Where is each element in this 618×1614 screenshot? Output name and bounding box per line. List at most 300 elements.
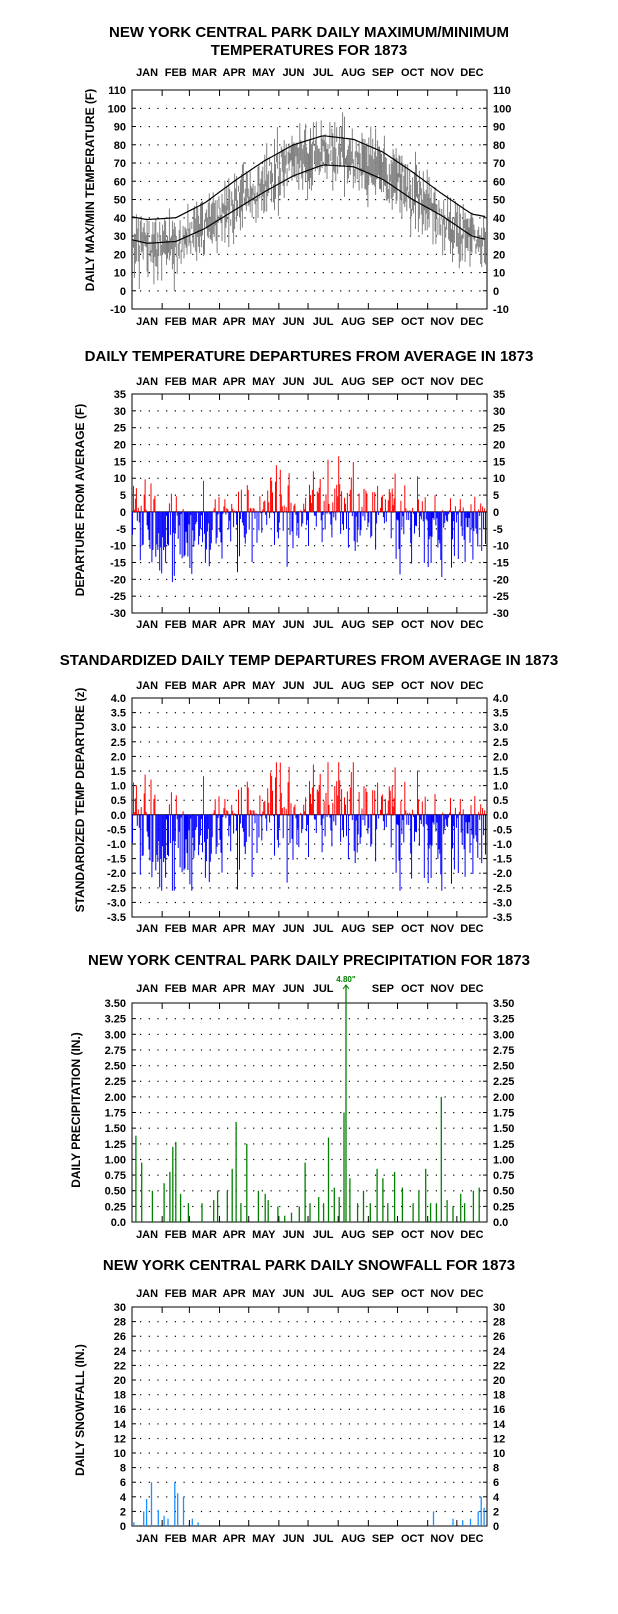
grid-dot (427, 756, 428, 757)
grid-dot (462, 1018, 463, 1019)
grid-dot (192, 579, 193, 580)
grid-dot (358, 1096, 359, 1097)
grid-dot (471, 1453, 472, 1454)
grid-dot (201, 272, 202, 273)
grid-dot (297, 873, 298, 874)
grid-dot (157, 1423, 158, 1424)
grid-dot (175, 887, 176, 888)
grid-dot (314, 1159, 315, 1160)
grid-dot (401, 1423, 402, 1424)
grid-dot (375, 217, 376, 218)
grid-dot (384, 727, 385, 728)
grid-dot (349, 579, 350, 580)
grid-dot (166, 1511, 167, 1512)
grid-dot (210, 126, 211, 127)
grid-dot (140, 1049, 141, 1050)
grid-dot (236, 741, 237, 742)
grid-dot (471, 741, 472, 742)
grid-dot (436, 1496, 437, 1497)
grid-dot (323, 1143, 324, 1144)
grid-dot (445, 1065, 446, 1066)
grid-dot (253, 1511, 254, 1512)
grid-dot (140, 1380, 141, 1381)
grid-dot (149, 236, 150, 237)
grid-dot (410, 254, 411, 255)
grid-dot (279, 1128, 280, 1129)
grid-dot (479, 528, 480, 529)
grid-dot (445, 1128, 446, 1129)
grid-dot (201, 1467, 202, 1468)
grid-dot (288, 1423, 289, 1424)
grid-dot (331, 545, 332, 546)
grid-dot (418, 741, 419, 742)
grid-dot (192, 427, 193, 428)
grid-dot (157, 562, 158, 563)
grid-dot (175, 771, 176, 772)
grid-dot (384, 887, 385, 888)
chart-precip (69, 952, 530, 1241)
grid-dot (323, 1112, 324, 1113)
month-label-bottom: JAN (136, 316, 159, 328)
grid-dot (140, 1206, 141, 1207)
grid-dot (157, 1081, 158, 1082)
grid-dot (427, 785, 428, 786)
grid-dot (227, 478, 228, 479)
y-tick-label-left: 1.75 (104, 1107, 126, 1120)
grid-dot (479, 410, 480, 411)
grid-dot (244, 126, 245, 127)
grid-dot (340, 1380, 341, 1381)
grid-dot (149, 902, 150, 903)
grid-dot (201, 579, 202, 580)
grid-dot (201, 1143, 202, 1144)
grid-dot (192, 1175, 193, 1176)
grid-dot (218, 1482, 219, 1483)
grid-dot (305, 1321, 306, 1322)
grid-dot (288, 108, 289, 109)
grid-dot (410, 712, 411, 713)
grid-dot (305, 1365, 306, 1366)
month-label-bottom: AUG (341, 1533, 366, 1545)
grid-dot (445, 1365, 446, 1366)
grid-dot (166, 873, 167, 874)
y-tick-label-right: 14 (493, 1418, 506, 1431)
grid-dot (201, 1409, 202, 1410)
grid-dot (358, 1034, 359, 1035)
y-tick-label-right: 28 (493, 1316, 506, 1329)
grid-dot (427, 1096, 428, 1097)
grid-dot (375, 272, 376, 273)
grid-dot (236, 756, 237, 757)
grid-dot (305, 1081, 306, 1082)
grid-dot (253, 1112, 254, 1113)
grid-dot (279, 873, 280, 874)
grid-dot (279, 902, 280, 903)
grid-dot (453, 712, 454, 713)
grid-dot (184, 272, 185, 273)
grid-dot (175, 144, 176, 145)
grid-dot (253, 579, 254, 580)
grid-dot (392, 427, 393, 428)
grid-dot (401, 410, 402, 411)
grid-dot (288, 1453, 289, 1454)
grid-dot (253, 1034, 254, 1035)
grid-dot (175, 756, 176, 757)
grid-dot (453, 217, 454, 218)
grid-dot (366, 1394, 367, 1395)
grid-dot (358, 444, 359, 445)
grid-dot (271, 756, 272, 757)
grid-dot (384, 800, 385, 801)
grid-dot (192, 844, 193, 845)
grid-dot (375, 1350, 376, 1351)
grid-dot (323, 1065, 324, 1066)
grid-dot (445, 126, 446, 127)
grid-dot (401, 1453, 402, 1454)
grid-dot (201, 785, 202, 786)
grid-dot (453, 163, 454, 164)
grid-dot (210, 785, 211, 786)
grid-dot (184, 181, 185, 182)
grid-dot (323, 785, 324, 786)
grid-dot (314, 1496, 315, 1497)
grid-dot (184, 478, 185, 479)
grid-dot (271, 528, 272, 529)
grid-dot (218, 1081, 219, 1082)
grid-dot (271, 1128, 272, 1129)
grid-dot (297, 712, 298, 713)
grid-dot (323, 217, 324, 218)
grid-dot (279, 1423, 280, 1424)
grid-dot (184, 461, 185, 462)
grid-dot (149, 1321, 150, 1322)
grid-dot (201, 108, 202, 109)
grid-dot (192, 1336, 193, 1337)
grid-dot (418, 1018, 419, 1019)
grid-dot (218, 427, 219, 428)
grid-dot (244, 410, 245, 411)
grid-dot (210, 1143, 211, 1144)
grid-dot (184, 1423, 185, 1424)
grid-dot (340, 478, 341, 479)
grid-dot (410, 1409, 411, 1410)
grid-dot (418, 254, 419, 255)
grid-dot (297, 1321, 298, 1322)
grid-dot (427, 254, 428, 255)
y-axis-label: STANDARDIZED TEMP DEPARTURE (z) (73, 687, 87, 913)
grid-dot (479, 562, 480, 563)
grid-dot (401, 1159, 402, 1160)
y-tick-label-left: 1.5 (110, 766, 126, 778)
grid-dot (471, 1496, 472, 1497)
grid-dot (288, 410, 289, 411)
grid-dot (401, 478, 402, 479)
grid-dot (384, 1453, 385, 1454)
grid-dot (410, 1453, 411, 1454)
month-label-top: AUG (341, 1288, 366, 1300)
grid-dot (253, 1423, 254, 1424)
grid-dot (192, 254, 193, 255)
grid-dot (384, 1143, 385, 1144)
grid-dot (175, 1081, 176, 1082)
month-label-top: AUG (341, 67, 366, 79)
grid-dot (462, 199, 463, 200)
y-tick-label-left: -15 (110, 557, 126, 570)
y-tick-label-left: 3.25 (104, 1013, 126, 1026)
grid-dot (392, 1206, 393, 1207)
grid-dot (375, 1409, 376, 1410)
grid-dot (462, 478, 463, 479)
grid-dot (140, 1081, 141, 1082)
grid-dot (288, 1365, 289, 1366)
grid-dot (157, 1065, 158, 1066)
grid-dot (436, 254, 437, 255)
grid-dot (210, 1438, 211, 1439)
grid-dot (227, 1065, 228, 1066)
grid-dot (436, 785, 437, 786)
grid-dot (157, 199, 158, 200)
grid-dot (418, 478, 419, 479)
month-label-bottom: JUL (312, 316, 334, 328)
grid-dot (279, 1065, 280, 1066)
grid-dot (436, 545, 437, 546)
grid-dot (462, 1423, 463, 1424)
month-label-bottom: JUN (282, 1229, 305, 1241)
y-tick-label-left: 20 (113, 439, 126, 452)
grid-dot (358, 290, 359, 291)
grid-dot (392, 108, 393, 109)
y-tick-label-left: 4 (119, 1491, 126, 1504)
month-label-bottom: MAY (252, 619, 276, 631)
grid-dot (427, 741, 428, 742)
grid-dot (271, 1380, 272, 1381)
grid-dot (410, 1206, 411, 1207)
grid-dot (401, 1482, 402, 1483)
grid-dot (375, 1380, 376, 1381)
grid-dot (253, 1096, 254, 1097)
grid-dot (418, 1380, 419, 1381)
grid-dot (140, 290, 141, 291)
grid-dot (314, 1511, 315, 1512)
grid-dot (366, 217, 367, 218)
grid-dot (166, 1159, 167, 1160)
grid-dot (288, 873, 289, 874)
month-label-bottom: MAR (191, 316, 217, 328)
grid-dot (227, 873, 228, 874)
grid-dot (253, 562, 254, 563)
month-label-bottom: JUL (312, 619, 334, 631)
grid-dot (166, 1482, 167, 1483)
grid-dot (453, 410, 454, 411)
grid-dot (323, 727, 324, 728)
grid-dot (140, 1159, 141, 1160)
y-tick-label-left: 0.0 (110, 809, 126, 822)
grid-dot (227, 1128, 228, 1129)
grid-dot (427, 1380, 428, 1381)
grid-dot (271, 1049, 272, 1050)
grid-dot (366, 562, 367, 563)
grid-dot (445, 800, 446, 801)
grid-dot (210, 461, 211, 462)
grid-dot (384, 741, 385, 742)
grid-dot (445, 727, 446, 728)
grid-dot (227, 545, 228, 546)
month-label-top: JUL (312, 376, 334, 388)
grid-dot (401, 1394, 402, 1395)
grid-dot (201, 1380, 202, 1381)
grid-dot (427, 727, 428, 728)
grid-dot (358, 858, 359, 859)
grid-dot (192, 785, 193, 786)
grid-dot (166, 272, 167, 273)
grid-dot (157, 800, 158, 801)
grid-dot (479, 1482, 480, 1483)
grid-dot (236, 1112, 237, 1113)
grid-dot (305, 873, 306, 874)
grid-dot (175, 108, 176, 109)
grid-dot (201, 1321, 202, 1322)
grid-dot (453, 1467, 454, 1468)
month-label-top: OCT (400, 983, 425, 995)
grid-dot (462, 1206, 463, 1207)
grid-dot (157, 741, 158, 742)
grid-dot (227, 785, 228, 786)
grid-dot (453, 290, 454, 291)
grid-dot (375, 1018, 376, 1019)
grid-dot (471, 1438, 472, 1439)
grid-dot (418, 1394, 419, 1395)
grid-dot (157, 887, 158, 888)
month-label-top: DEC (460, 983, 484, 995)
grid-dot (236, 410, 237, 411)
grid-dot (288, 1175, 289, 1176)
grid-dot (331, 1034, 332, 1035)
grid-dot (445, 785, 446, 786)
grid-dot (358, 427, 359, 428)
grid-dot (366, 461, 367, 462)
grid-dot (479, 727, 480, 728)
grid-dot (262, 1128, 263, 1129)
grid-dot (375, 290, 376, 291)
grid-dot (314, 1034, 315, 1035)
grid-dot (462, 444, 463, 445)
grid-dot (436, 596, 437, 597)
y-tick-label-right: 30 (493, 231, 506, 243)
month-label-top: MAR (191, 376, 217, 388)
grid-dot (479, 199, 480, 200)
month-label-top: NOV (430, 1288, 455, 1300)
grid-dot (445, 1143, 446, 1144)
chart-maxmin (83, 24, 511, 328)
grid-dot (218, 1112, 219, 1113)
grid-dot (479, 478, 480, 479)
grid-dot (305, 1049, 306, 1050)
grid-dot (331, 1482, 332, 1483)
grid-dot (384, 712, 385, 713)
grid-dot (453, 478, 454, 479)
grid-dot (392, 1034, 393, 1035)
y-tick-label-left: -10 (110, 540, 126, 553)
grid-dot (349, 858, 350, 859)
y-tick-label-right: 3.5 (493, 707, 509, 720)
grid-dot (418, 1482, 419, 1483)
grid-dot (366, 427, 367, 428)
grid-dot (253, 1190, 254, 1191)
grid-dot (331, 427, 332, 428)
grid-dot (262, 461, 263, 462)
grid-dot (218, 163, 219, 164)
grid-dot (392, 236, 393, 237)
grid-dot (192, 1409, 193, 1410)
grid-dot (184, 712, 185, 713)
grid-dot (392, 771, 393, 772)
grid-dot (149, 741, 150, 742)
month-label-bottom: JUL (312, 1533, 334, 1545)
grid-dot (384, 126, 385, 127)
grid-dot (271, 126, 272, 127)
grid-dot (479, 712, 480, 713)
grid-dot (314, 741, 315, 742)
grid-dot (218, 844, 219, 845)
y-tick-label-right: 1.25 (493, 1138, 515, 1151)
grid-dot (314, 272, 315, 273)
grid-dot (436, 272, 437, 273)
grid-dot (262, 596, 263, 597)
grid-dot (436, 1453, 437, 1454)
grid-dot (218, 1049, 219, 1050)
grid-dot (236, 1380, 237, 1381)
grid-dot (166, 1143, 167, 1144)
grid-dot (244, 1365, 245, 1366)
grid-dot (157, 1143, 158, 1144)
month-label-bottom: SEP (371, 316, 394, 328)
grid-dot (392, 727, 393, 728)
month-label-top: FEB (164, 983, 187, 995)
grid-dot (175, 461, 176, 462)
grid-dot (288, 1380, 289, 1381)
grid-dot (271, 741, 272, 742)
grid-dot (279, 1453, 280, 1454)
grid-dot (253, 1496, 254, 1497)
grid-dot (184, 902, 185, 903)
grid-dot (471, 478, 472, 479)
grid-dot (314, 858, 315, 859)
grid-dot (410, 902, 411, 903)
grid-dot (305, 1394, 306, 1395)
grid-dot (227, 844, 228, 845)
grid-dot (297, 596, 298, 597)
grid-dot (305, 741, 306, 742)
grid-dot (201, 887, 202, 888)
grid-dot (445, 1096, 446, 1097)
grid-dot (418, 579, 419, 580)
grid-dot (262, 1438, 263, 1439)
grid-dot (149, 1394, 150, 1395)
grid-dot (366, 1467, 367, 1468)
grid-dot (297, 272, 298, 273)
grid-dot (236, 1438, 237, 1439)
month-label-top: JUN (282, 376, 305, 388)
y-tick-label-right: -3.5 (493, 912, 512, 924)
month-label-bottom: MAY (252, 923, 276, 935)
grid-dot (384, 785, 385, 786)
grid-dot (175, 1128, 176, 1129)
grid-dot (253, 1380, 254, 1381)
grid-dot (184, 1049, 185, 1050)
grid-dot (297, 1365, 298, 1366)
y-tick-label-right: 110 (493, 85, 511, 97)
grid-dot (323, 1365, 324, 1366)
